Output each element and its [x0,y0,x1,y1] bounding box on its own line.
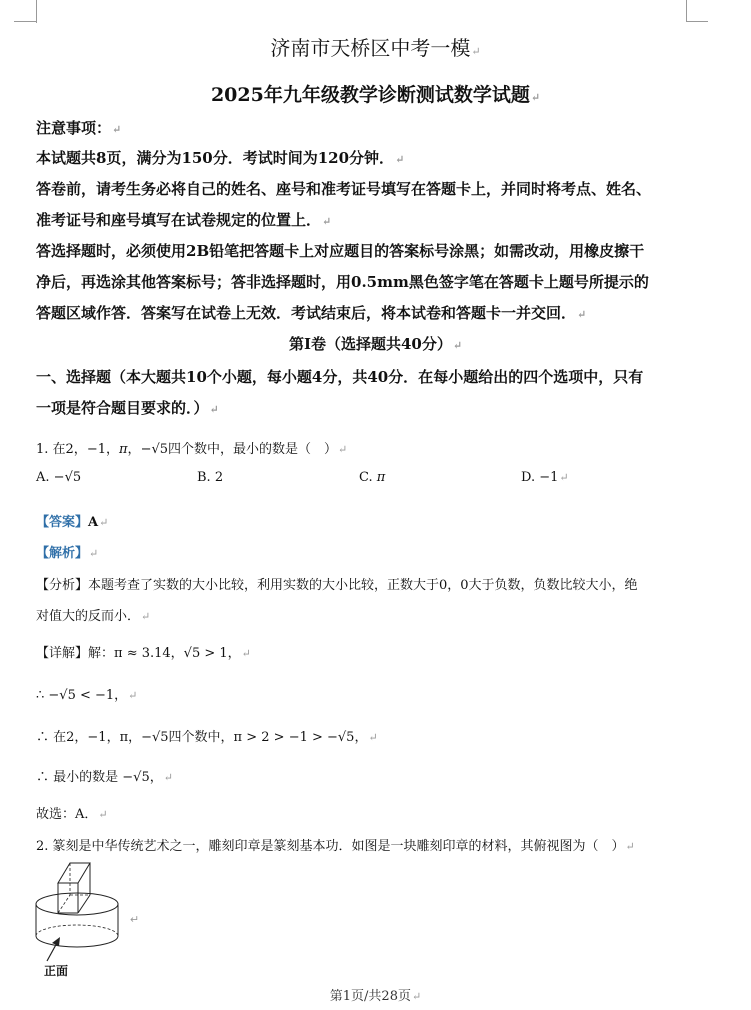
q1-step-2: ∴ 在2，−1，π，−√5四个数中，π > 2 > −1 > −√5，↵ [36,730,378,745]
q2-stem: 2. 篆刻是中华传统艺术之一，雕刻印章是篆刻基本功．如图是一块雕刻印章的材料，其俯视图为（ ）↵ [36,839,635,854]
section-title: 第Ⅰ卷（选择题共40分）↵ [288,335,463,353]
q1-step-1: ∴ −√5 < −1，↵ [36,688,138,703]
notes-heading: 注意事项：↵ [36,119,122,137]
q1-analysis-heading: 【解析】↵ [36,546,99,561]
notes-line-6: 答题区域作答．答案写在试卷上无效．考试结束后，将本试卷和答题卡一并交回．↵ [36,304,587,322]
page-footer: 第1页/共28页↵ [329,989,422,1004]
q1-conclusion: 故选：A．↵ [36,807,108,822]
notes-line-3: 准考证号和座号填写在试卷规定的位置上．↵ [36,211,332,229]
notes-line-4: 答选择题时，必须使用2B铅笔把答题卡上对应题目的答案标号涂黑；如需改动，用橡皮擦干 [36,242,645,260]
q1-answer: 【答案】A↵ [36,515,109,530]
q1-option-a[interactable]: A. −√5 [36,470,82,485]
part1-line-2: 一项是符合题目要求的．）↵ [36,399,219,417]
svg-text:↵: ↵ [130,914,140,926]
notes-line-5: 净后，再选涂其他答案标号；答非选择题时，用0.5mm黑色签字笔在答题卡上题号所提示的 [36,273,649,291]
corner-mark-left [36,0,37,23]
notes-line-1: 本试题共8页，满分为150分．考试时间为120分钟．↵ [36,149,405,167]
q1-option-d[interactable]: D. −1↵ [521,470,569,485]
q1-fenxi-line-2: 对值大的反而小．↵ [36,609,151,624]
q1-fenxi-line-1: 【分析】本题考查了实数的大小比较，利用实数的大小比较，正数大于0，0大于负数，负数比较大小，绝 [36,578,638,593]
q1-detail: 【详解】解：π ≈ 3.14，√5 > 1，↵ [36,646,251,661]
q1-step-3: ∴ 最小的数是 −√5，↵ [36,770,173,785]
corner-mark-right-h [686,21,708,22]
q1-option-c[interactable]: C. π [359,470,386,485]
title-line-1: 济南市天桥区中考一模↵ [270,36,481,60]
corner-mark-right [686,0,687,22]
corner-mark-left-h [14,21,36,22]
title-line-2: 2025年九年级教学诊断测试数学试题↵ [210,84,541,106]
q1-options-row [36,470,568,486]
figure-label: 正面 [44,964,69,978]
q1-option-b[interactable]: B. 2 [197,470,224,485]
part1-line-1: 一、选择题（本大题共10个小题，每小题4分，共40分．在每小题给出的四个选项中，只有 [36,368,644,386]
notes-line-2: 答卷前，请考生务必将自己的姓名、座号和准考证号填写在答题卡上，并同时将考点、姓名、 [36,180,652,198]
q1-stem: 1. 在2，−1，π，−√5四个数中，最小的数是（ ）↵ [36,442,348,457]
